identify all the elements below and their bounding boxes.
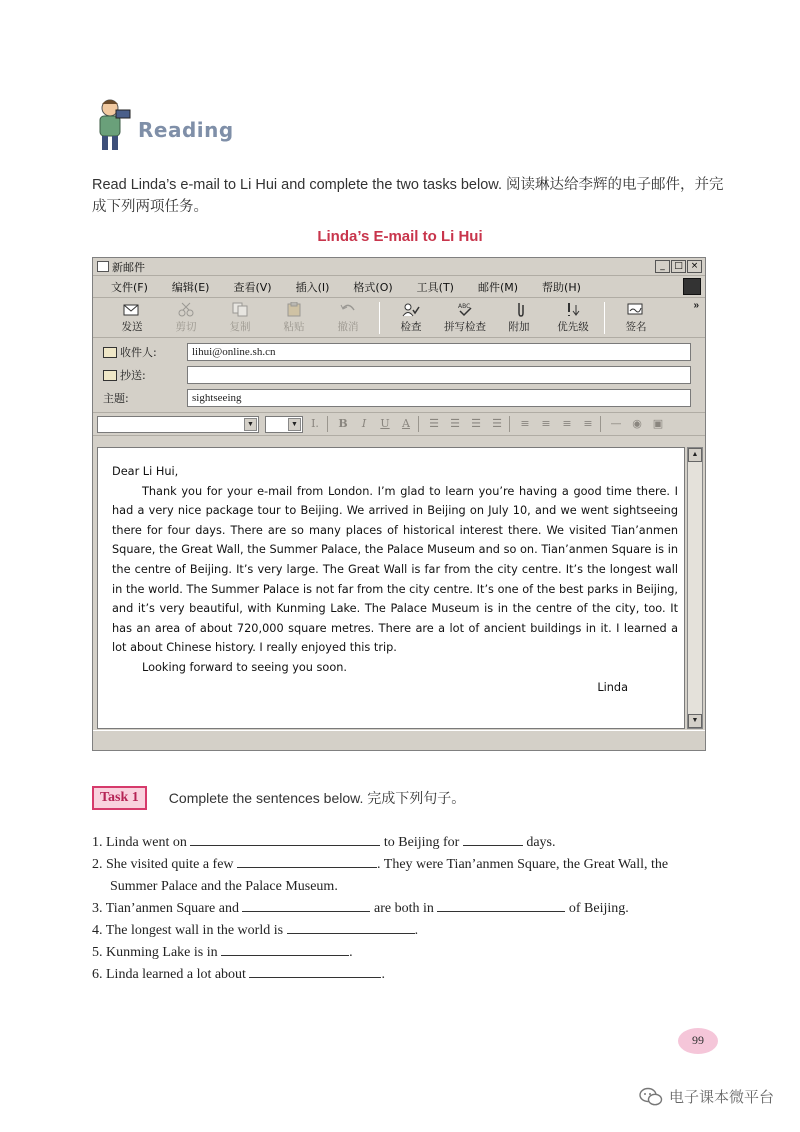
closing-line: Looking forward to seeing you soon. bbox=[142, 660, 348, 674]
decrease-indent-icon[interactable]: ☰ bbox=[471, 417, 481, 430]
cc-label: 抄送: bbox=[120, 369, 146, 382]
font-select[interactable] bbox=[97, 416, 259, 433]
copy-icon bbox=[231, 302, 249, 317]
question-1: 1. Linda went on to Beijing for days. bbox=[92, 832, 722, 854]
check-names-icon bbox=[402, 302, 420, 317]
send-icon bbox=[123, 302, 141, 317]
cut-label: 剪切 bbox=[175, 321, 197, 333]
attach-label: 附加 bbox=[508, 321, 530, 333]
section-header bbox=[88, 96, 288, 156]
task-header bbox=[92, 786, 465, 810]
vertical-scrollbar[interactable] bbox=[687, 447, 703, 729]
answer-blank[interactable] bbox=[287, 920, 415, 934]
menu-view[interactable]: 查看(V) bbox=[233, 280, 272, 294]
spellcheck-button[interactable] bbox=[438, 299, 492, 337]
paste-label: 粘贴 bbox=[283, 321, 305, 333]
undo-label: 撤消 bbox=[337, 321, 359, 333]
check-names-label: 检查 bbox=[400, 321, 422, 333]
message-body[interactable] bbox=[97, 447, 685, 729]
mail-window-icon bbox=[97, 261, 109, 272]
menu-tools[interactable]: 工具(T) bbox=[416, 280, 454, 294]
question-4: 4. The longest wall in the world is . bbox=[92, 920, 722, 942]
close-button[interactable]: × bbox=[687, 260, 702, 273]
address-book-icon[interactable] bbox=[103, 370, 117, 381]
format-toolbar bbox=[93, 412, 705, 436]
answer-blank[interactable] bbox=[249, 964, 381, 978]
paste-icon bbox=[285, 302, 303, 317]
paste-button[interactable] bbox=[267, 299, 321, 337]
answer-blank[interactable] bbox=[221, 942, 349, 956]
send-button[interactable] bbox=[105, 299, 159, 337]
align-right-icon[interactable]: ≡ bbox=[562, 417, 572, 430]
maximize-button[interactable]: □ bbox=[671, 260, 686, 273]
italic-button[interactable]: I bbox=[361, 417, 367, 430]
svg-text:ABC: ABC bbox=[458, 303, 471, 310]
answer-blank[interactable] bbox=[190, 832, 380, 846]
section-title: Reading bbox=[138, 118, 234, 142]
bold-button[interactable]: B bbox=[338, 417, 348, 430]
question-2-continued: Summer Palace and the Palace Museum. bbox=[110, 879, 338, 894]
wechat-icon bbox=[639, 1087, 663, 1107]
question-2: 2. She visited quite a few . They were Tian’anmen Square, the Great Wall, the bbox=[92, 854, 722, 876]
hyperlink-icon[interactable]: ◉ bbox=[632, 417, 642, 430]
answer-blank[interactable] bbox=[242, 898, 370, 912]
spellcheck-icon bbox=[456, 302, 474, 317]
greeting: Dear Li Hui, bbox=[112, 465, 179, 478]
menu-file[interactable]: 文件(F) bbox=[111, 280, 148, 294]
menu-format[interactable]: 格式(O) bbox=[353, 280, 393, 294]
cut-icon bbox=[177, 302, 195, 317]
windows-logo-icon bbox=[683, 278, 701, 295]
copy-label: 复制 bbox=[229, 321, 251, 333]
reading-mascot-icon bbox=[88, 96, 134, 152]
question-list bbox=[92, 832, 722, 986]
insert-picture-icon[interactable]: ▣ bbox=[652, 417, 664, 430]
toolbar-more-button[interactable]: » bbox=[693, 300, 699, 311]
font-size-select[interactable] bbox=[265, 416, 303, 433]
subject-field[interactable]: sightseeing bbox=[187, 389, 691, 407]
signature-button[interactable] bbox=[609, 299, 663, 337]
font-color-button[interactable]: A bbox=[402, 417, 410, 430]
signature-label: 签名 bbox=[625, 321, 647, 333]
menu-help[interactable]: 帮助(H) bbox=[542, 280, 581, 294]
watermark bbox=[639, 1086, 774, 1107]
bullet-list-icon[interactable]: ☰ bbox=[450, 417, 460, 430]
signature-icon bbox=[627, 302, 645, 317]
underline-button[interactable]: U bbox=[380, 417, 390, 430]
intro-text: Read Linda’s e-mail to Li Hui and complete the two tasks below. 阅读琳达给李辉的电子邮件，并完成下列两项任务。 bbox=[92, 177, 724, 215]
align-left-icon[interactable]: ≡ bbox=[520, 417, 530, 430]
check-names-button[interactable] bbox=[384, 299, 438, 337]
question-5: 5. Kunming Lake is in . bbox=[92, 942, 722, 964]
paragraph-style-icon[interactable]: I. bbox=[311, 417, 319, 430]
increase-indent-icon[interactable]: ☰ bbox=[492, 417, 502, 430]
toolbar bbox=[93, 298, 705, 338]
toolbar-separator bbox=[604, 302, 605, 334]
chevron-down-icon: ▼ bbox=[244, 418, 257, 431]
cut-button[interactable] bbox=[159, 299, 213, 337]
numbered-list-icon[interactable]: ☰ bbox=[429, 417, 439, 430]
undo-button[interactable] bbox=[321, 299, 375, 337]
align-center-icon[interactable]: ≡ bbox=[541, 417, 551, 430]
address-book-icon[interactable] bbox=[103, 347, 117, 358]
answer-blank[interactable] bbox=[237, 854, 377, 868]
subject-label: 主题: bbox=[103, 392, 129, 405]
question-6: 6. Linda learned a lot about . bbox=[92, 964, 722, 986]
window-titlebar bbox=[93, 258, 705, 276]
priority-icon bbox=[564, 302, 582, 317]
toolbar-separator bbox=[379, 302, 380, 334]
new-mail-window bbox=[92, 257, 706, 751]
priority-label: 优先级 bbox=[557, 321, 589, 333]
cc-row bbox=[103, 364, 691, 386]
cc-field[interactable] bbox=[187, 366, 691, 384]
signature-name: Linda bbox=[597, 680, 628, 694]
menu-insert[interactable]: 插入(I) bbox=[295, 280, 330, 294]
answer-blank[interactable] bbox=[463, 832, 523, 846]
to-row bbox=[103, 341, 691, 363]
address-fields bbox=[93, 338, 705, 409]
undo-icon bbox=[339, 302, 357, 317]
chevron-down-icon: ▼ bbox=[288, 418, 301, 431]
menu-bar bbox=[93, 276, 705, 298]
email-heading: Linda’s E-mail to Li Hui bbox=[317, 228, 483, 245]
answer-blank[interactable] bbox=[437, 898, 565, 912]
priority-button[interactable] bbox=[546, 299, 600, 337]
question-3: 3. Tian’anmen Square and are both in of Beijing. bbox=[92, 898, 722, 920]
justify-icon[interactable]: ≡ bbox=[583, 417, 593, 430]
horizontal-line-icon[interactable]: — bbox=[610, 417, 622, 430]
scroll-down-icon[interactable]: ▼ bbox=[688, 714, 702, 728]
menu-message[interactable]: 邮件(M) bbox=[477, 280, 519, 294]
window-title: 新邮件 bbox=[112, 260, 145, 274]
body-paragraph: Thank you for your e-mail from London. I’m glad to learn you’re having a good time there. I had a very nice package tour to Beijing. We arrived in Beijing on July 10, and we went sightseeing there for four days. There are so many places of historical interest there. We visited Tian’anmen Square, the Great Wall, the Summer Palace, the Palace Museum and so on. Tian’anmen Square is in the centre of Beijing. It’s very large. The Great Wall is far from the city centre. It’s the longest wall in the world. The Summer Palace is not far from the city centre. It’s one of the best parks in Beijing, and it’s very beautiful, with Kunming Lake. The Palace Museum is in the centre of the city, too. It has an area of about 720,000 square metres. There are a lot of ancient buildings in it. I learned a lot about Chinese history. I really enjoyed this trip. bbox=[112, 484, 678, 655]
task-instruction: Complete the sentences below. 完成下列句子。 bbox=[168, 790, 466, 806]
to-field[interactable]: lihui@online.sh.cn bbox=[187, 343, 691, 361]
to-label: 收件人: bbox=[120, 346, 157, 359]
attach-icon bbox=[510, 302, 528, 317]
watermark-text: 电子课本微平台 bbox=[668, 1088, 774, 1106]
send-label: 发送 bbox=[121, 321, 143, 333]
menu-edit[interactable]: 编辑(E) bbox=[171, 280, 210, 294]
minimize-button[interactable]: _ bbox=[655, 260, 670, 273]
scroll-up-icon[interactable]: ▲ bbox=[688, 448, 702, 462]
subject-row bbox=[103, 387, 691, 409]
spellcheck-label: 拼写检查 bbox=[444, 321, 486, 333]
copy-button[interactable] bbox=[213, 299, 267, 337]
page-number: 99 bbox=[678, 1028, 718, 1054]
status-bar bbox=[93, 730, 705, 750]
attach-button[interactable] bbox=[492, 299, 546, 337]
task-badge: Task 1 bbox=[92, 786, 147, 810]
